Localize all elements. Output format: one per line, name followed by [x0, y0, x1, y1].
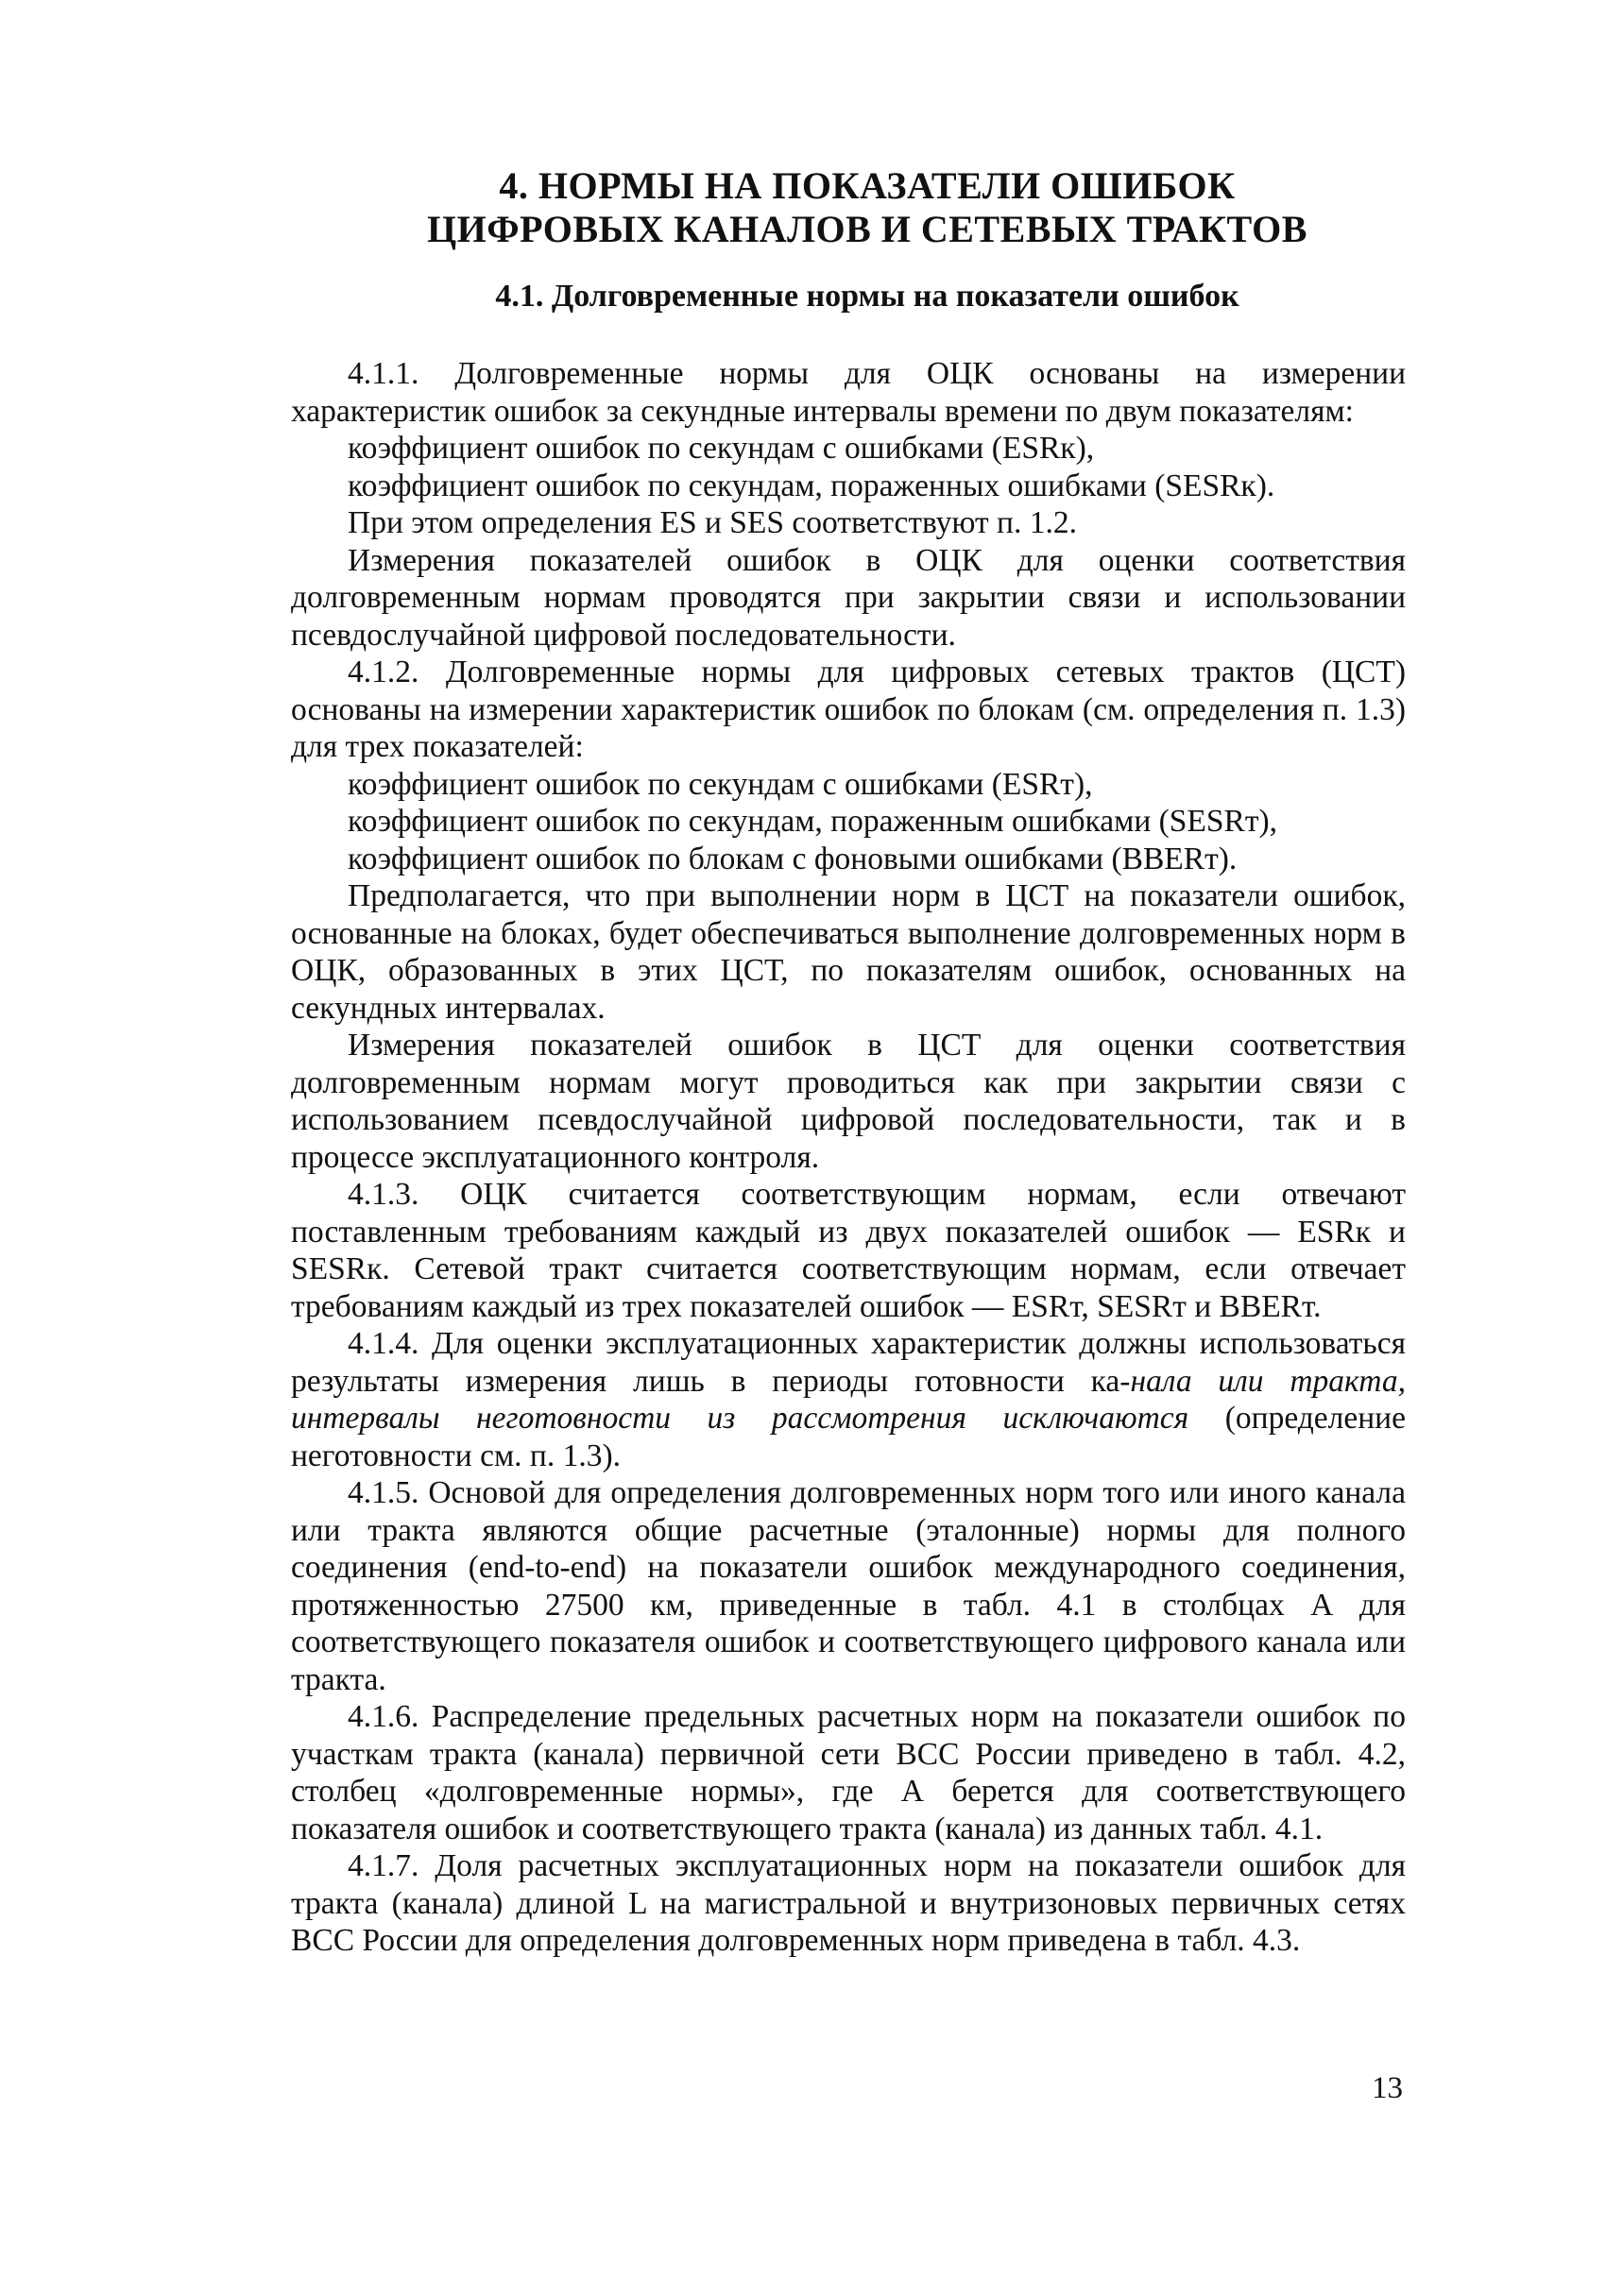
- list-item-sesrt: коэффициент ошибок по секундам, пораженным ошибками (SESRт),: [348, 804, 1278, 839]
- list-item-esrk: коэффициент ошибок по секундам с ошибками (ESRк),: [348, 431, 1095, 466]
- paragraph-4-1-4: [291, 1325, 1406, 1474]
- paragraph-4-1-4-end: (определение неготовности см. п. 1.3).: [291, 1401, 1406, 1473]
- list-item-es-ses-definition: При этом определения ES и SES соответствуют п. 1.2.: [348, 505, 1077, 540]
- section-title-line-1: 4. НОРМЫ НА ПОКАЗАТЕЛИ ОШИБОК: [499, 164, 1236, 207]
- section-title-line-2: ЦИФРОВЫХ КАНАЛОВ И СЕТЕВЫХ ТРАКТОВ: [427, 208, 1307, 250]
- paragraph-cst-measurement: Измерения показателей ошибок в ЦСТ для оценки соответствия долговременным нормам могут проводиться как при закрытии связи с использованием псевдослучайной цифровой последовательности, так и в процессе эксплуатационного контроля.: [291, 1028, 1406, 1175]
- paragraph-4-1-4-start: 4.1.4. Для оценки эксплуатационных характеристик должны использоваться результаты измерения лишь в периоды готовности ка-: [291, 1326, 1406, 1399]
- list-item-esrt: коэффициент ошибок по секундам с ошибками (ESRт),: [348, 766, 1093, 802]
- subsection-title: 4.1. Долговременные нормы на показатели ошибок: [495, 279, 1239, 314]
- list-item-sesrk: коэффициент ошибок по секундам, пораженных ошибками (SESRк).: [348, 468, 1275, 503]
- section-title: [329, 164, 1406, 251]
- paragraph-assumption: Предполагается, что при выполнении норм в ЦСТ на показатели ошибок, основанные на блоках, будет обеспечиваться выполнение долговременных норм в ОЦК, образованных в этих ЦСТ, по показателям ошибок, основанных на секундных интервалах.: [291, 878, 1406, 1026]
- paragraph-4-1-4-italic: нала или тракта, интервалы неготовности из рассмотрения исключаются: [291, 1363, 1407, 1436]
- page-content: [291, 164, 1406, 1960]
- paragraph-4-1-6: 4.1.6. Распределение предельных расчетных норм на показатели ошибок по участкам тракта (канала) первичной сети ВСС России приведено в табл. 4.2, столбец «долговременные нормы», где А берется для соответствующего показателя ошибок и соответствующего тракта (канала) из данных табл. 4.1.: [291, 1699, 1406, 1846]
- list-item-bbert: коэффициент ошибок по блокам с фоновыми ошибками (BBERт).: [348, 841, 1238, 876]
- paragraph-4-1-7: 4.1.7. Доля расчетных эксплуатационных норм на показатели ошибок для тракта (канала) длиной L на магистральной и внутризоновых первичных сетях ВСС России для определения долговременных норм приведена в табл. 4.3.: [291, 1848, 1406, 1958]
- paragraph-4-1-5: 4.1.5. Основой для определения долговременных норм того или иного канала или тракта являются общие расчетные (эталонные) нормы для полного соединения (end-to-end) на показатели ошибок международного соединения, протяженностью 27500 км, приведенные в табл. 4.1 в столбцах А для соответствующего показателя ошибок и соответствующего цифрового канала или тракта.: [291, 1475, 1406, 1697]
- paragraph-ock-measurement: Измерения показателей ошибок в ОЦК для оценки соответствия долговременным нормам проводятся при закрытии связи и использовании псевдослучайной цифровой последовательности.: [291, 542, 1406, 653]
- paragraph-4-1-2: 4.1.2. Долговременные нормы для цифровых сетевых трактов (ЦСТ) основаны на измерении характеристик ошибок по блокам (см. определения п. 1.3) для трех показателей:: [291, 655, 1406, 764]
- paragraph-4-1-3: 4.1.3. ОЦК считается соответствующим нормам, если отвечают поставленным требованиям каждый из двух показателей ошибок — ESRк и SESRк. Сетевой тракт считается соответствующим нормам, если отвечает требованиям каждый из трех показателей ошибок — ESRт, SESRт и BBERт.: [291, 1177, 1406, 1324]
- paragraph-4-1-1: 4.1.1. Долговременные нормы для ОЦК основаны на измерении характеристик ошибок за секундные интервалы времени по двум показателям:: [291, 356, 1406, 429]
- page-number: 13: [1372, 2071, 1403, 2105]
